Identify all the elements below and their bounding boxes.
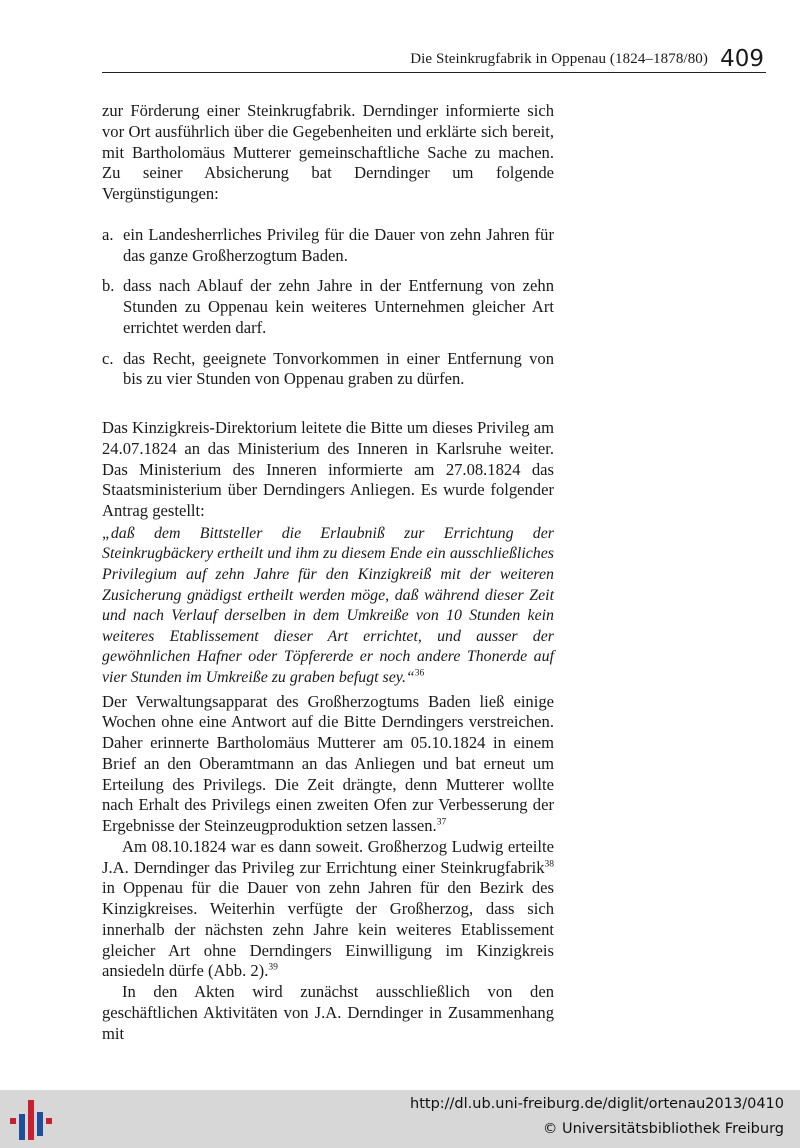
document-url-link[interactable]: http://dl.ub.uni-freiburg.de/diglit/ortenau2013/0410 (410, 1096, 784, 1112)
quote-text: „daß dem Bittsteller die Erlaubniß zur Errichtung der Steinkrugbäckery ertheilt und ihm zu diesem Ende ein ausschließliches Privilegium auf zehn Jahre für den Kinzigkreiß mit der weiteren Zusicherung gnädigst ertheilt werden möge, daß während dieser Zeit und nach Verlauf derselben in dem Umkreiße von 10 Stunden kein weiteres Etablissement dieser Art errichtet, und ausser der gewöhnlichen Hafner oder Töpfererde er noch andere Thonerde auf vier Stunden im Umkreiße zu graben befugt sey.“ (102, 524, 554, 686)
list-item-text: ein Landesherrliches Privileg für die Dauer von zehn Jahren für das ganze Großherzogtum Baden. (123, 224, 554, 265)
list-item-text: dass nach Ablauf der zehn Jahre in der Entfernung von zehn Stunden zu Oppenau kein weiteres Unternehmen gleicher Art errichtet werden darf. (123, 276, 554, 337)
paragraph: Das Kinzigkreis-Direktorium leitete die Bitte um dieses Privileg am 24.07.1824 an das Ministerium des Inneren in Karlsruhe weiter. Das Ministerium des Inneren informierte am 27.08.1824 das Staatsministerium über Derndingers Anliegen. Es wurde folgender Antrag gestellt: (102, 418, 554, 520)
footnote-ref: 37 (436, 817, 447, 828)
privilege-list (102, 225, 554, 390)
library-logo-icon (10, 1098, 52, 1142)
page-number: 409 (720, 46, 764, 72)
block-quote (102, 522, 554, 692)
paragraph: Am 08.10.1824 war es dann soweit. Großherzog Ludwig erteilte J.A. Derndinger das Privileg zur Errichtung einer Steinkrugfabrik$^{38}$ in Oppenau für die Dauer von zehn Jahren für den Bezirk des Kinzigkreises. Weiterhin verfügte der Großherzog, dass sich innerhalb der nächsten zehn Jahre kein weiteres Etablissement gleicher Art ohne Derndingers Einwilligung im Kinzigkreis ansiedeln dürfe (Abb. 2).$^{39}$ (102, 836, 554, 981)
page-header (102, 44, 766, 73)
list-item (102, 349, 554, 391)
paragraph: Der Verwaltungsapparat des Großherzogtums Baden ließ einige Wochen ohne eine Antwort auf die Bitte Derndingers verstreichen. Daher erinnerte Bartholomäus Mutterer am 05.10.1824 in einem Brief an den Oberamtmann an das Anliegen und bat erneut um Erteilung des Privilegs. Die Zeit drängte, denn Mutterer wollte nach Erhalt des Privilegs einen zweiten Ofen zur Verbesserung der Ergebnisse der Steinzeugproduktion setzen lassen.$^{37}$ (102, 691, 554, 835)
paragraph: In den Akten wird zunächst ausschließlich von den geschäftlichen Aktivitäten von J.A. Derndinger in Zusammenhang mit (102, 982, 554, 1043)
running-title: Die Steinkrugfabrik in Oppenau (1824–1878/80) (410, 51, 708, 67)
footnote-ref: 39 (268, 962, 278, 973)
main-text (102, 101, 554, 1044)
list-item (102, 225, 554, 267)
list-marker: c. (102, 348, 114, 368)
list-item-text: das Recht, geeignete Tonvorkommen in einer Entfernung von bis zu vier Stunden von Oppenau graben zu dürfen. (123, 348, 554, 389)
footnote-ref: 36 (414, 668, 425, 679)
list-marker: a. (102, 224, 114, 244)
copyright-notice: © Universitätsbibliothek Freiburg (542, 1121, 784, 1137)
list-item (102, 276, 554, 338)
footnote-ref: 38 (544, 858, 554, 869)
paragraph: zur Förderung einer Steinkrugfabrik. Derndinger informierte sich vor Ort ausführlich über die Gegebenheiten und erklärte sich bereit, mit Bartholomäus Mutterer gemeinschaftliche Sache zu machen. Zu seiner Absicherung bat Derndinger um folgende Vergünstigungen: (102, 101, 554, 203)
viewer-footer (0, 1090, 800, 1148)
list-marker: b. (102, 276, 115, 296)
